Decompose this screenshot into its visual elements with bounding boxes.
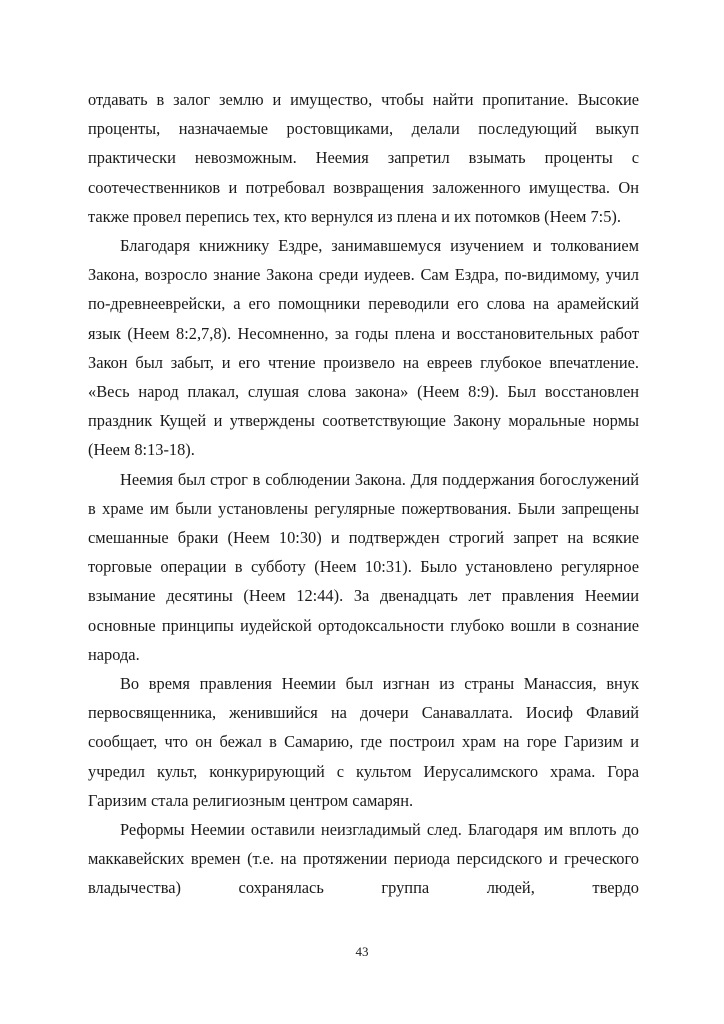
paragraph-1: отдавать в залог землю и имущество, чтобы найти пропитание. Высокие проценты, назначаемые ростовщиками, делали последующий выкуп практически невозможным. Неемия запретил взымать проценты с соотечественников и потребовал возвращения заложенного имущества. Он также провел перепись тех, кто вернулся из плена и их потомков (Неем 7:5). [88, 90, 639, 226]
body-text [88, 85, 639, 903]
paragraph-5: Реформы Неемии оставили неизгладимый след. Благодаря им вплоть до маккавейских времен (т.е. на протяжении периода персидского и греческого владычества) сохранялась группа людей, твердо [88, 820, 639, 898]
page-number: 43 [355, 944, 369, 959]
paragraph-3: Неемия был строг в соблюдении Закона. Для поддержания богослужений в храме им были установлены регулярные пожертвования. Были запрещены смешанные браки (Неем 10:30) и подтвержден строгий запрет на всякие торговые операции в субботу (Неем 10:31). Было установлено регулярное взымание десятины (Неем 12:44). За двенадцать лет правления Неемии основные принципы иудейской ортодоксальности глубоко вошли в сознание народа. [88, 469, 639, 664]
paragraph-4: Во время правления Неемии был изгнан из страны Манассия, внук первосвященника, женившийся на дочери Санаваллата. Иосиф Флавий сообщает, что он бежал в Самарию, где построил храм на горе Гаризим и учредил культ, конкурирующий с культом Иерусалимского храма. Гора Гаризим стала религиозным центром самарян. [88, 674, 639, 810]
paragraph-2: Благодаря книжнику Ездре, занимавшемуся изучением и толкованием Закона, возросло знание Закона среди иудеев. Сам Ездра, по-видимому, учил по-древнееврейски, а его помощники переводили его слова на арамейский язык (Неем 8:2,7,8). Несомненно, за годы плена и восстановительных работ Закон был забыт, и его чтение произвело на евреев глубокое впечатление. «Весь народ плакал, слушая слова закона» (Неем 8:9). Был восстановлен праздник Кущей и утверждены соответствующие Закону моральные нормы (Неем 8:13-18). [88, 236, 639, 460]
